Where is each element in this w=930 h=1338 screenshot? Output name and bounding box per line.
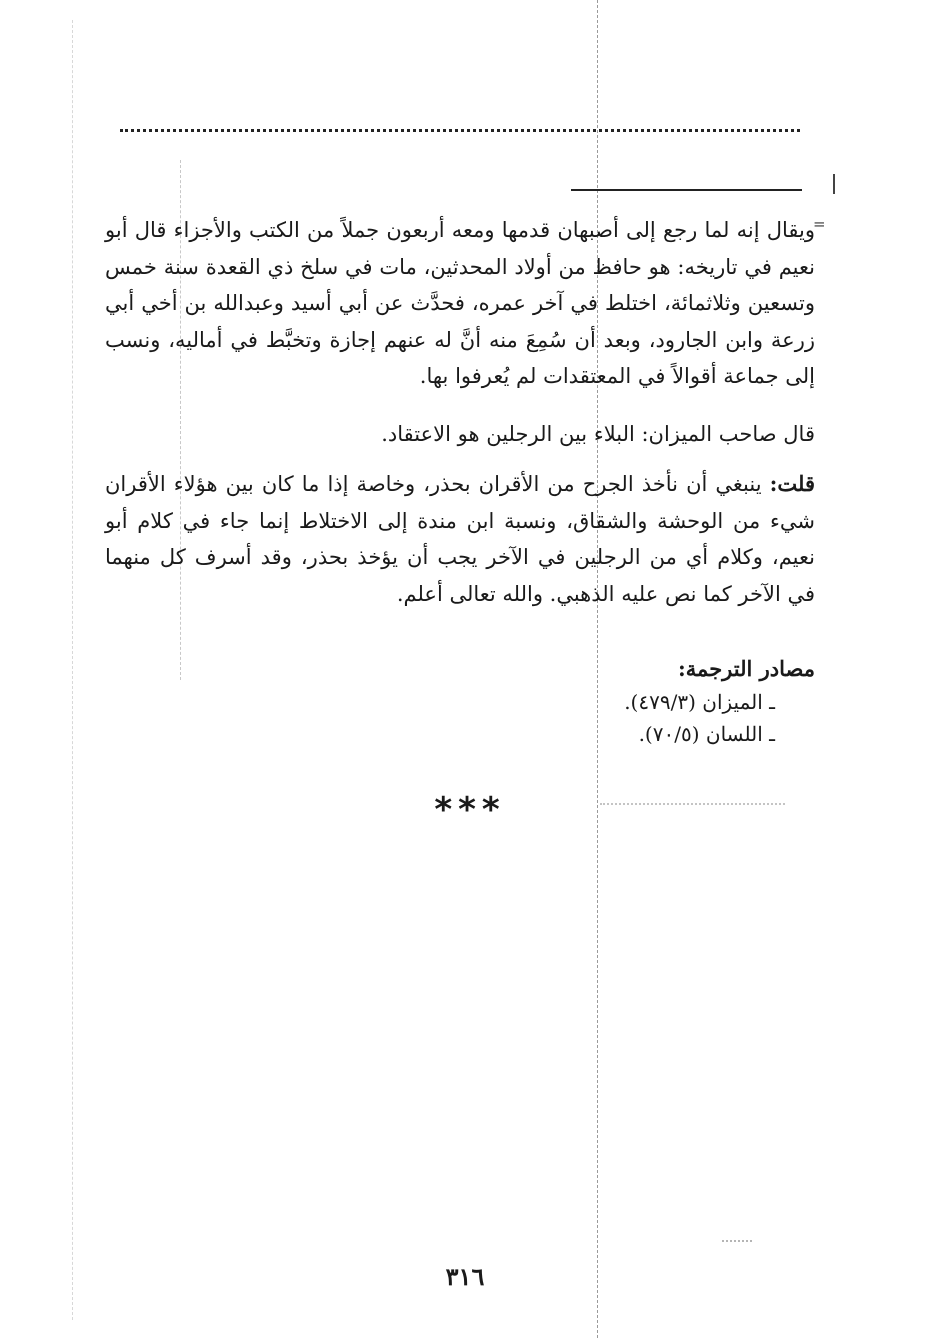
scan-artifact-speck xyxy=(722,1240,752,1242)
section-separator-stars: *** xyxy=(434,790,506,830)
source-item: ـ اللسان (٧٠/٥). xyxy=(638,722,775,746)
paragraph-ibn-manda-history xyxy=(105,212,815,395)
paragraph-text: قال صاحب الميزان: البلاء بين الرجلين هو الاعتقاد. xyxy=(381,422,815,446)
paragraph-mizan-quote xyxy=(105,416,815,453)
top-dotted-rule xyxy=(120,129,800,136)
margin-bar xyxy=(833,174,835,194)
paragraph-text: ويقال إنه لما رجع إلى أصبهان قدمها ومعه أربعون جملاً من الكتب والأجزاء قال أبو نعيم في تاريخه: هو حافظ من أولاد المحدثين، مات في سلخ ذي القعدة سنة خمس وتسعين وثلاثمائة، اختلط في آخر عمره، فحدَّث عن أبي أسيد وعبدالله بن أخي أبي زرعة وابن الجارود، وبعد أن سُمِعَ منه أنَّ له عنهم إجازة وتخبَّط في أماليه، ونسب إلى جماعة أقوالاً في المعتقدات لم يُعرفوا بها. xyxy=(105,218,815,388)
footnote-separator-rule xyxy=(571,189,802,191)
paragraph-author-comment xyxy=(105,466,815,612)
paragraph-text: ينبغي أن نأخذ الجرح من الأقران بحذر، وخاصة إذا ما كان بين هؤلاء الأقران شيء من الوحشة والشقاق، ونسبة ابن مندة إلى الاختلاط إنما جاء في كلام أبو نعيم، وكلام أي من الرجلين في الآخر يجب أن يؤخذ بحذر، وقد أسرف كل منهما في الآخر كما نص عليه الذهبي. والله تعالى أعلم. xyxy=(105,472,815,606)
scan-artifact-line xyxy=(72,20,73,1320)
source-item: ـ الميزان (٤٧٩/٣). xyxy=(624,690,775,714)
margin-equals-mark: = xyxy=(813,215,826,233)
paragraph-lead-word: قلت: xyxy=(769,471,815,496)
scan-artifact-line xyxy=(597,0,598,1338)
page-number: ٣١٦ xyxy=(445,1262,485,1291)
sources-heading: مصادر الترجمة: xyxy=(678,656,815,681)
scan-artifact-dots xyxy=(600,803,785,805)
